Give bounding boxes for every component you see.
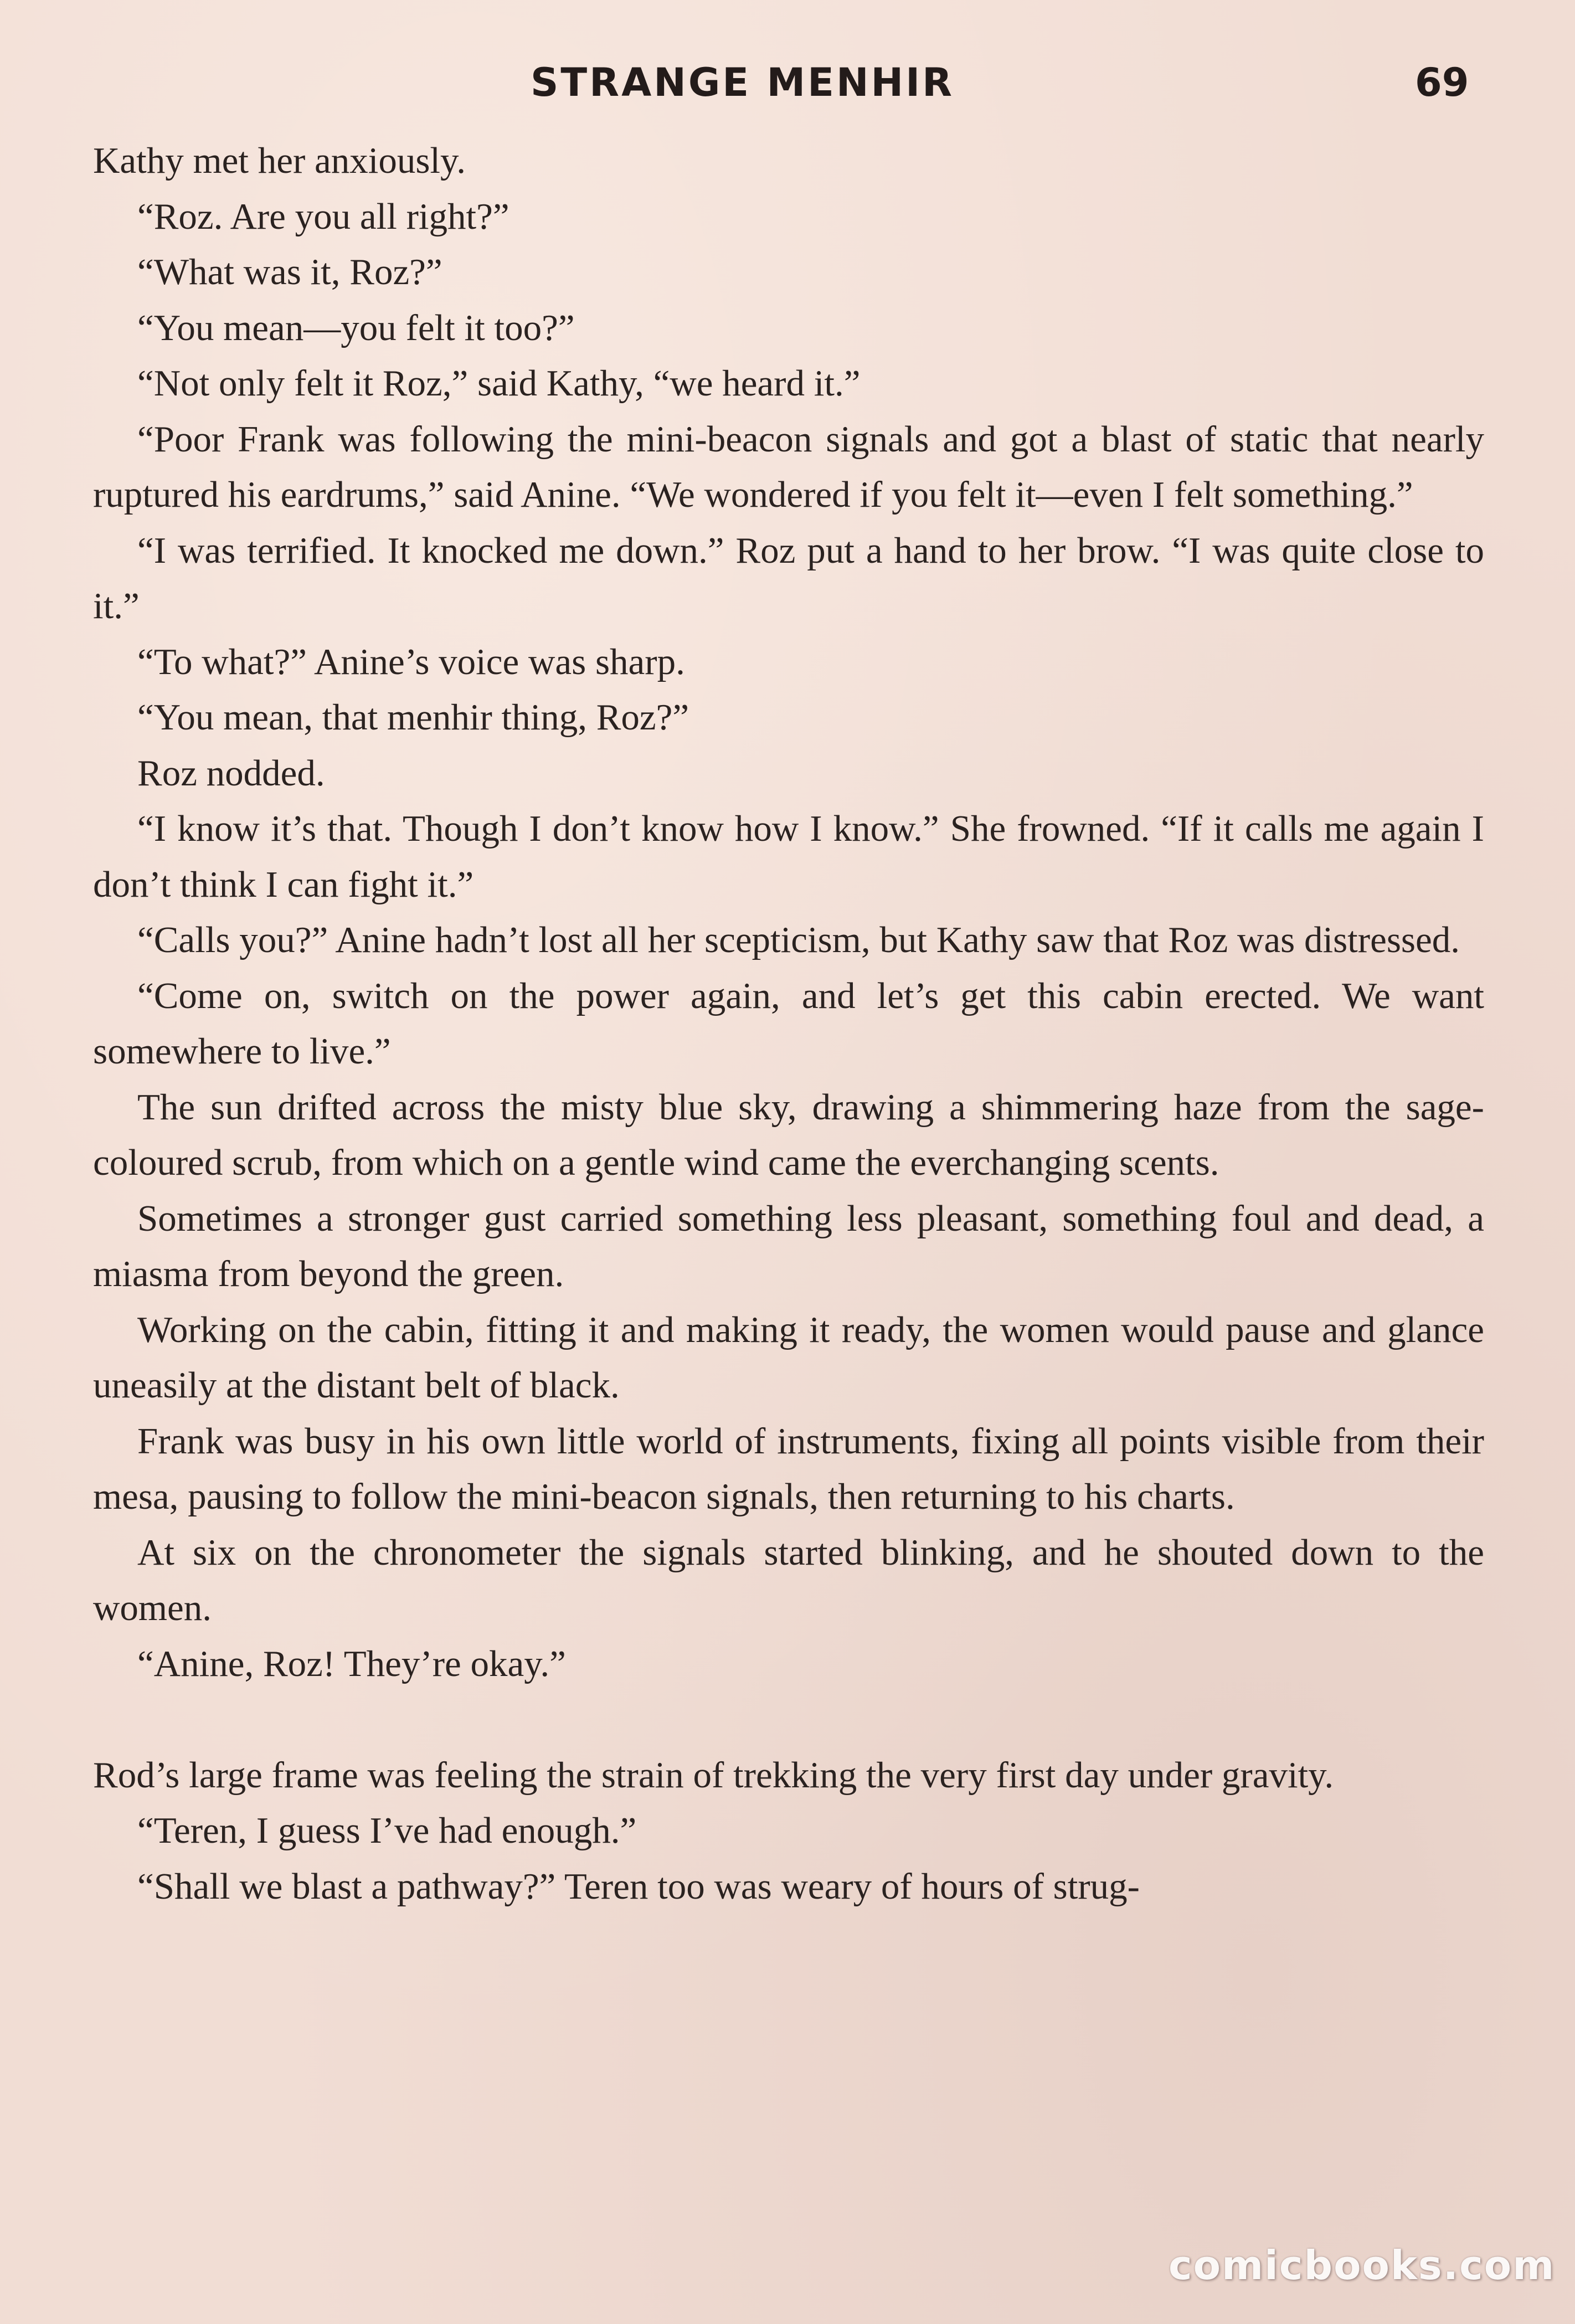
paragraph: “Come on, switch on the power again, and let’s get this cabin erected. We want somewhere to live.” — [93, 975, 1484, 1072]
running-title: STRANGE MENHIR — [531, 60, 955, 105]
paragraph: “You mean, that menhir thing, Roz?” — [137, 697, 689, 738]
paragraph: Rod’s large frame was feeling the strain of trekking the very first day under gravity. — [93, 1754, 1334, 1796]
page-header — [0, 60, 1575, 115]
paragraph: “You mean—you felt it too?” — [137, 307, 575, 348]
paragraph: “Teren, I guess I’ve had enough.” — [137, 1810, 637, 1851]
paragraph: “Anine, Roz! They’re okay.” — [137, 1643, 566, 1684]
paragraph: The sun drifted across the misty blue sky, drawing a shimmering haze from the sage-coloured scrub, from which on a gentle wind came the everchanging scents. — [93, 1086, 1484, 1183]
paragraph: “To what?” Anine’s voice was sharp. — [137, 641, 685, 682]
paragraph: “What was it, Roz?” — [137, 251, 442, 292]
paragraph: Frank was busy in his own little world of instruments, fixing all points visible from their mesa, pausing to follow the mini-beacon signals, then returning to his charts. — [93, 1420, 1484, 1517]
paragraph: “Calls you?” Anine hadn’t lost all her scepticism, but Kathy saw that Roz was distressed. — [137, 919, 1460, 960]
page-number: 69 — [1415, 60, 1469, 105]
paragraph: “Poor Frank was following the mini-beacon signals and got a blast of static that nearly ruptured his eardrums,” said Anine. “We wondered if you felt it—even I felt something.” — [93, 418, 1484, 515]
paragraph: Roz nodded. — [137, 752, 325, 794]
watermark-logo: comicbooks.com — [1169, 2242, 1556, 2289]
paragraph: “I know it’s that. Though I don’t know how I know.” She frowned. “If it calls me again I don’t think I can fight it.” — [93, 808, 1484, 905]
paragraph: At six on the chronometer the signals started blinking, and he shouted down to the women. — [93, 1531, 1484, 1628]
paragraph: Working on the cabin, fitting it and making it ready, the women would pause and glance uneasily at the distant belt of black. — [93, 1309, 1484, 1406]
body-text — [93, 133, 1484, 1914]
paragraph: “Not only felt it Roz,” said Kathy, “we heard it.” — [137, 363, 861, 404]
paragraph: “Shall we blast a pathway?” Teren too was weary of hours of strug- — [137, 1865, 1140, 1907]
paragraph: “I was terrified. It knocked me down.” Roz put a hand to her brow. “I was quite close to it.” — [93, 529, 1484, 626]
paragraph: Sometimes a stronger gust carried something less pleasant, something foul and dead, a miasma from beyond the green. — [93, 1197, 1484, 1294]
paragraph: “Roz. Are you all right?” — [137, 196, 509, 237]
paragraph: Kathy met her anxiously. — [93, 140, 466, 181]
